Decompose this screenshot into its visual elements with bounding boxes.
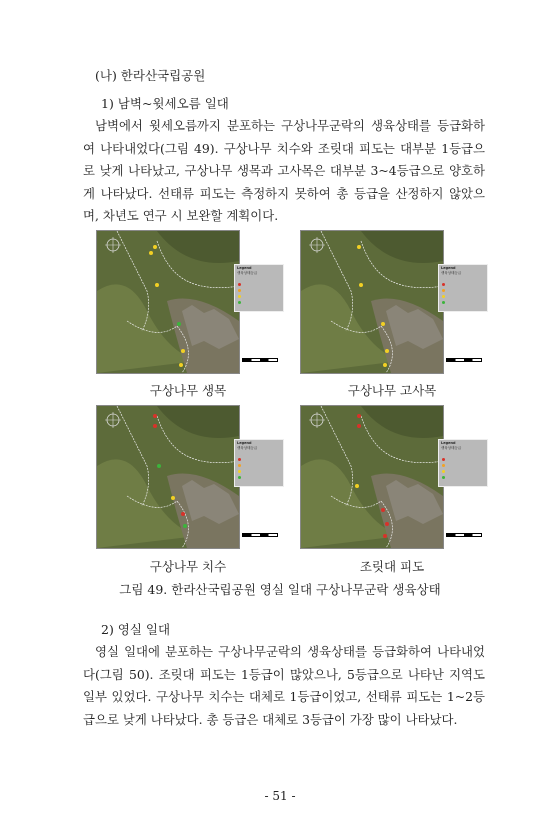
scale-bar [242, 533, 278, 537]
map-caption-1: 구상나무 생목 [149, 383, 227, 398]
plot-marker [359, 283, 363, 287]
map-legend: Legend 생육상태등급 [438, 439, 488, 487]
plot-marker [153, 414, 157, 418]
satellite-map [300, 230, 444, 374]
plot-marker [171, 496, 175, 500]
plot-marker [181, 349, 185, 353]
map-caption-3: 구상나무 치수 [149, 559, 227, 574]
map-figure-dead-trees [300, 230, 490, 372]
plot-marker [385, 349, 389, 353]
scale-bar [446, 533, 482, 537]
scale-bar [242, 358, 278, 362]
map-legend: Legend 생육상태등급 [234, 264, 284, 312]
plot-marker [153, 424, 157, 428]
map-legend: Legend 생육상태등급 [438, 264, 488, 312]
plot-marker [181, 512, 185, 516]
plot-marker [383, 534, 387, 538]
plot-marker [383, 363, 387, 367]
plot-marker [157, 464, 161, 468]
map-figure-bamboo-cover [300, 405, 490, 547]
map-caption-2: 구상나무 고사목 [347, 383, 437, 398]
plot-marker [177, 322, 181, 326]
plot-marker [183, 524, 187, 528]
figure-caption: 그림 49. 한라산국립공원 영실 일대 구상나무군락 생육상태 [119, 582, 441, 597]
map-legend: Legend 생육상태등급 [234, 439, 284, 487]
plot-marker [357, 424, 361, 428]
paragraph-1: 남벽에서 윗세오름까지 분포하는 구상나무군락의 생육상태를 등급화하여 나타내었다(그림 49). 구상나무 치수와 조릿대 피도는 대부분 1등급으로 낮게 나타났고, 구상나무 생목과 고사목은 대부분 3~4등급으로 양호하게 나타났다. 선태류 피도는 측정하지 못하여 총 등급을 산정하지 않았으며, 차년도 연구 시 보완할 계획이다. [83, 118, 485, 224]
plot-marker [153, 245, 157, 249]
plot-marker [381, 322, 385, 326]
plot-marker [355, 484, 359, 488]
satellite-map [300, 405, 444, 549]
map-caption-4: 조릿대 피도 [359, 559, 425, 574]
plot-marker [149, 251, 153, 255]
paragraph-2: 영실 일대에 분포하는 구상나무군락의 생육상태를 등급화하여 나타내었다(그림 50). 조릿대 피도는 1등급이 많았으나, 5등급으로 나타난 지역도 일부 있었다. 구상나무 치수는 대체로 1등급이었고, 선태류 피도는 1~2등급으로 낮게 나타났다. 총 등급은 대체로 3등급이 가장 많이 나타났다. [83, 644, 485, 727]
map-figure-live-trees [96, 230, 286, 372]
plot-marker [385, 522, 389, 526]
subsection-heading-2: 2) 영실 일대 [101, 622, 171, 637]
plot-marker [155, 283, 159, 287]
scale-bar [446, 358, 482, 362]
page-number: - 51 - [264, 789, 296, 803]
satellite-map [96, 405, 240, 549]
plot-marker [179, 363, 183, 367]
satellite-map [96, 230, 240, 374]
plot-marker [357, 414, 361, 418]
subsection-heading-1: 1) 남벽~윗세오름 일대 [101, 96, 229, 111]
section-heading: (나) 한라산국립공원 [95, 68, 206, 83]
plot-marker [357, 245, 361, 249]
map-figure-saplings [96, 405, 286, 547]
plot-marker [381, 508, 385, 512]
